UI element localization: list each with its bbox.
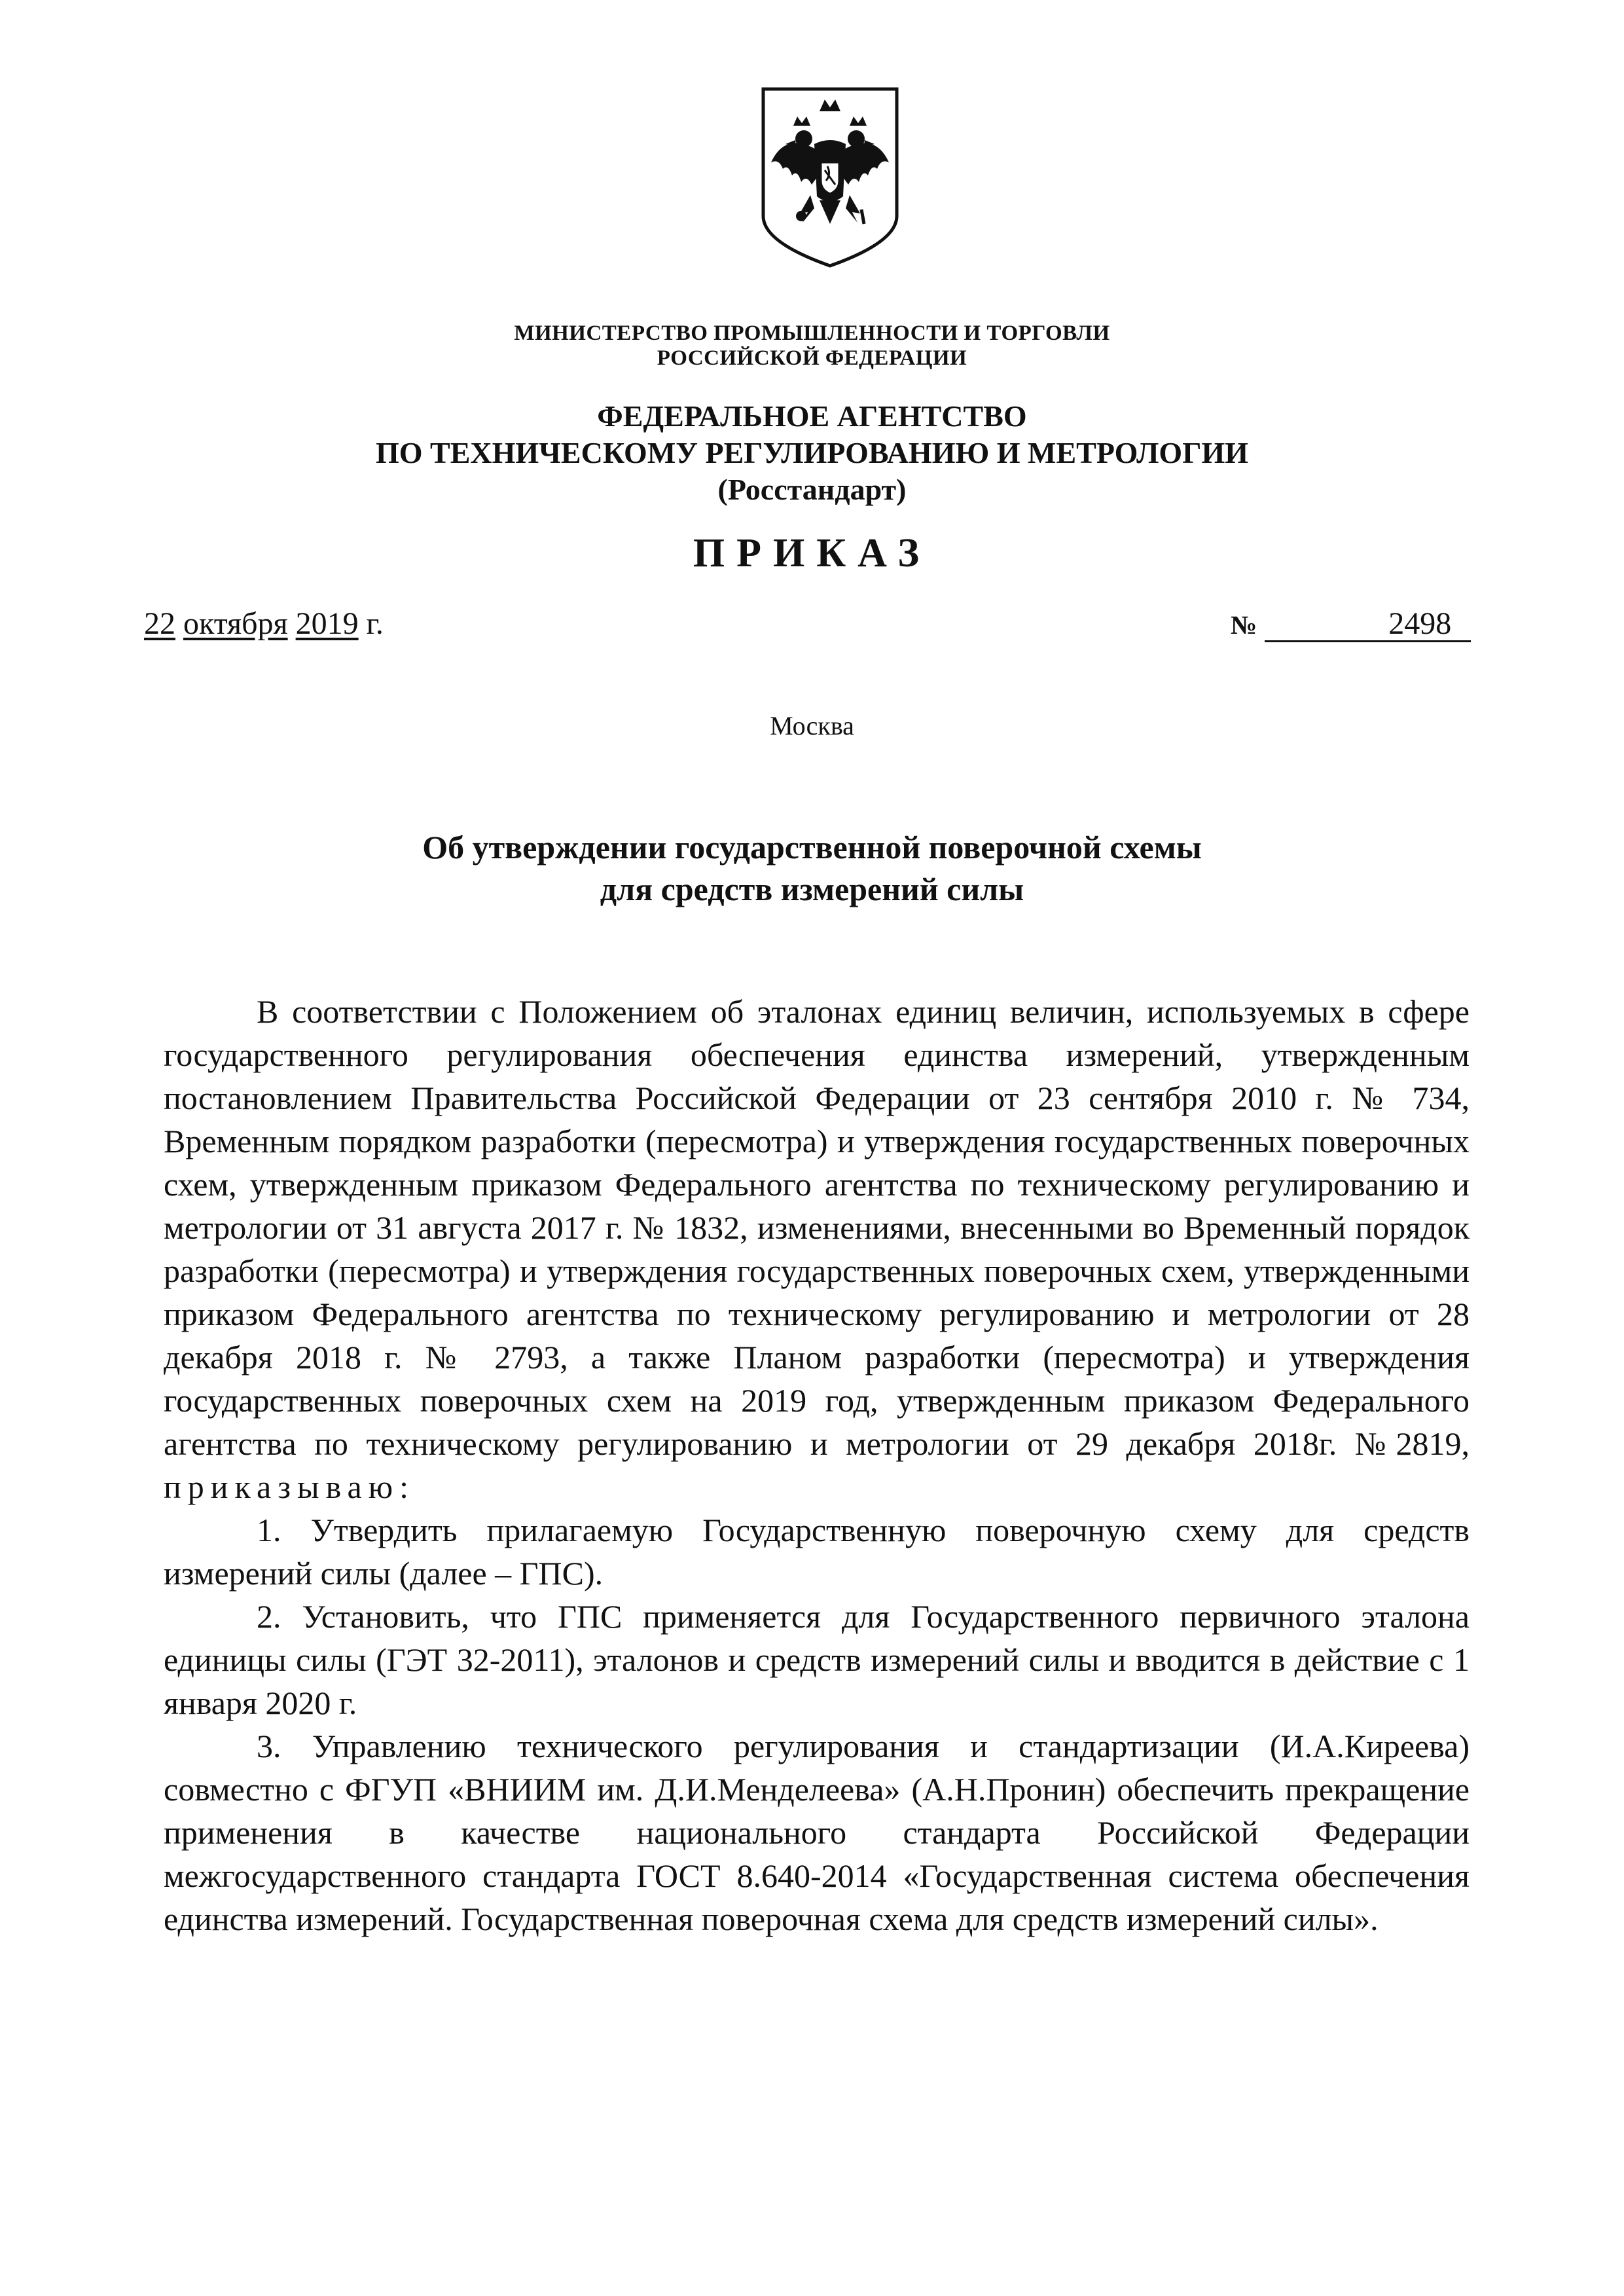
agency-line-2: ПО ТЕХНИЧЕСКОМУ РЕГУЛИРОВАНИЮ И МЕТРОЛОГИИ [375, 436, 1249, 469]
order-word: приказываю: [164, 1468, 415, 1505]
date-suffix: г. [366, 606, 384, 641]
agency-line-3: (Росстандарт) [717, 473, 907, 506]
number-value: 2498 [1265, 608, 1471, 642]
item-1: 1. Утвердить прилагаемую Государственную поверочную схему для средств измерений силы (далее – ГПС). [164, 1512, 1470, 1592]
ministry-line-2: РОССИЙСКОЙ ФЕДЕРАЦИИ [657, 346, 967, 370]
subject-line-1: Об утверждении государственной поверочной схемы [422, 829, 1202, 866]
order-subject [0, 826, 1624, 910]
date-day: 22 [144, 606, 175, 641]
agency-line-1: ФЕДЕРАЛЬНОЕ АГЕНТСТВО [597, 399, 1027, 433]
order-body [164, 990, 1470, 1941]
subject-line-2: для средств измерений силы [600, 871, 1024, 907]
order-number [1231, 606, 1471, 642]
agency-name [0, 398, 1624, 508]
item-2: 2. Установить, что ГПС применяется для Государственного первичного эталона единицы силы (ГЭТ 32-2011), эталонов и средств измерений силы и вводится в действие с 1 января 2020 г. [164, 1598, 1470, 1721]
date-year: 2019 [295, 606, 359, 641]
preamble-paragraph [164, 990, 1470, 1508]
order-date [144, 606, 384, 642]
ministry-line-1: МИНИСТЕРСТВО ПРОМЫШЛЕННОСТИ И ТОРГОВЛИ [514, 321, 1110, 345]
document-type-title: ПРИКАЗ [693, 531, 931, 575]
ministry-name [0, 321, 1624, 371]
item-3: 3. Управлению технического регулирования и стандартизации (И.А.Киреева) совместно с ФГУП «ВНИИМ им. Д.И.Менделеева» (А.Н.Пронин) обеспечить прекращение применения в качестве национального стандарта Российской Федерации межгосударственного стандарта ГОСТ 8.640-2014 «Государственная система обеспечения единства измерений. Государственная поверочная схема для средств измерений силы». [164, 1728, 1470, 1937]
preamble-text: В соответствии с Положением об эталонах единиц величин, используемых в сфере государственного регулирования обеспечения единства измерений, утвержденным постановлением Правительства Российской Федерации от 23 сентября 2010 г. № 734, Временным порядком разработки (пересмотра) и утверждения государственных поверочных схем, утвержденным приказом Федерального агентства по техническому регулированию и метрологии от 31 августа 2017 г. № 1832, изменениями, внесенными во Временный порядок разработки (пересмотра) и утверждения государственных поверочных схем, утвержденными приказом Федерального агентства по техническому регулированию и метрологии от 28 декабря 2018 г. № 2793, а также Планом разработки (пересмотра) и утверждения государственных поверочных схем на 2019 год, утвержденным приказом Федерального агентства по техническому регулированию и метрологии от 29 декабря 2018г. №2819, [164, 993, 1470, 1462]
city: Москва [770, 711, 854, 740]
number-sign: № [1231, 610, 1257, 640]
date-month: октября [183, 606, 288, 641]
coat-of-arms-emblem [759, 85, 901, 268]
